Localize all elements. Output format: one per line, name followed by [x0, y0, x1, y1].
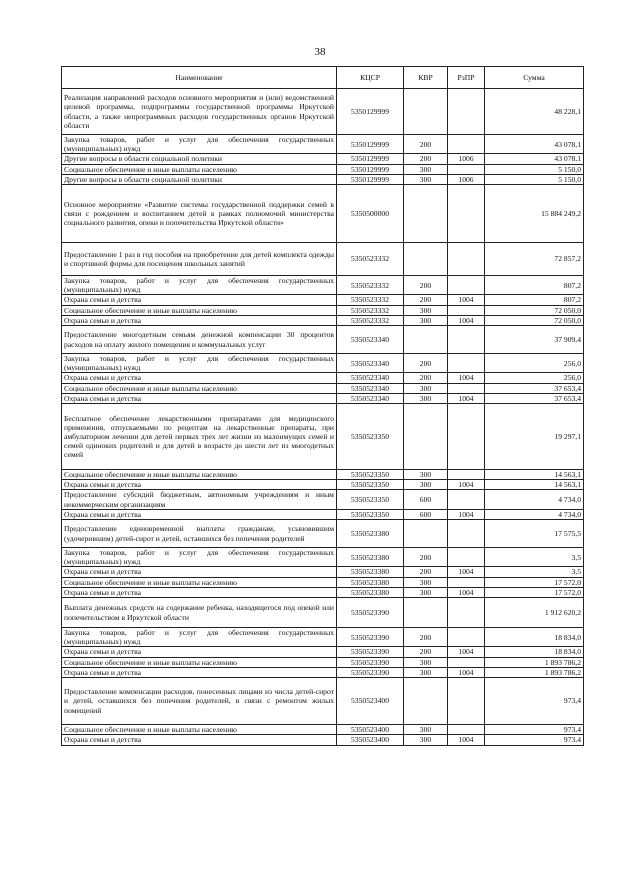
cell-kcsr: 5350523340: [337, 383, 404, 393]
table-row: [62, 383, 584, 393]
header-kvr: КВР: [404, 67, 448, 89]
table-row: [62, 725, 584, 735]
table-row: [62, 735, 584, 745]
cell-kvr: [404, 678, 448, 725]
cell-sum: 17 572,0: [485, 577, 584, 587]
cell-name: Охрана семьи и детства: [62, 509, 337, 519]
cell-name: Охрана семьи и детства: [62, 315, 337, 325]
table-row: [62, 567, 584, 577]
cell-rzpr: 1006: [448, 174, 485, 184]
cell-rzpr: 1004: [448, 647, 485, 657]
cell-kcsr: 5350523390: [337, 667, 404, 677]
cell-name: Социальное обеспечение и иные выплаты населению: [62, 725, 337, 735]
cell-rzpr: 1004: [448, 393, 485, 403]
cell-kvr: 600: [404, 509, 448, 519]
cell-rzpr: [448, 185, 485, 243]
cell-name: Охрана семьи и детства: [62, 735, 337, 745]
cell-name: Другие вопросы в области социальной политики: [62, 174, 337, 184]
cell-name: Выплата денежных средств на содержание ребенка, находящегося под опекой или попечительством в Иркутской области: [62, 598, 337, 628]
cell-kcsr: 5350523380: [337, 567, 404, 577]
cell-rzpr: [448, 577, 485, 587]
cell-sum: 72 857,2: [485, 243, 584, 276]
cell-name: Предоставление субсидий бюджетным, автономным учреждениям и иным некоммерческим организациям: [62, 490, 337, 509]
cell-kcsr: 5350523340: [337, 373, 404, 383]
cell-kcsr: 5350523390: [337, 647, 404, 657]
cell-sum: 18 834,0: [485, 647, 584, 657]
cell-kvr: 300: [404, 480, 448, 490]
cell-sum: 807,2: [485, 295, 584, 305]
cell-kvr: 300: [404, 735, 448, 745]
cell-kcsr: 5350523400: [337, 678, 404, 725]
cell-rzpr: 1006: [448, 154, 485, 164]
cell-name: Социальное обеспечение и иные выплаты населению: [62, 305, 337, 315]
cell-sum: 17 572,0: [485, 587, 584, 597]
cell-rzpr: [448, 89, 485, 135]
cell-kvr: 300: [404, 393, 448, 403]
cell-kvr: [404, 404, 448, 470]
cell-kcsr: 5350523400: [337, 725, 404, 735]
table-row: [62, 305, 584, 315]
cell-kvr: 200: [404, 276, 448, 295]
cell-kcsr: 5350129999: [337, 164, 404, 174]
cell-name: Предоставление единовременной выплаты гражданам, усыновившим (удочерившим) детей-сирот и детей, оставшихся без попечения родителей: [62, 520, 337, 548]
cell-rzpr: 1004: [448, 667, 485, 677]
cell-sum: 19 297,1: [485, 404, 584, 470]
cell-name: Охрана семьи и детства: [62, 373, 337, 383]
cell-kvr: 600: [404, 490, 448, 509]
cell-name: Закупка товаров, работ и услуг для обеспечения государственных (муниципальных) нужд: [62, 135, 337, 154]
header-sum: Сумма: [485, 67, 584, 89]
cell-kvr: 200: [404, 567, 448, 577]
table-body: [62, 89, 584, 746]
table-row: [62, 520, 584, 548]
cell-rzpr: [448, 404, 485, 470]
cell-sum: 256,0: [485, 354, 584, 373]
cell-sum: 15 884 249,2: [485, 185, 584, 243]
cell-rzpr: [448, 135, 485, 154]
cell-name: Охрана семьи и детства: [62, 647, 337, 657]
cell-kvr: 200: [404, 373, 448, 383]
cell-rzpr: [448, 354, 485, 373]
cell-kcsr: 5350129999: [337, 89, 404, 135]
cell-sum: 72 050,0: [485, 305, 584, 315]
table-row: [62, 243, 584, 276]
cell-kcsr: 5350523340: [337, 393, 404, 403]
table-row: [62, 373, 584, 383]
cell-sum: 14 563,1: [485, 480, 584, 490]
cell-kvr: 300: [404, 305, 448, 315]
cell-kcsr: 5350523350: [337, 404, 404, 470]
cell-rzpr: [448, 305, 485, 315]
cell-kvr: 200: [404, 154, 448, 164]
cell-sum: 17 575,5: [485, 520, 584, 548]
cell-kvr: 200: [404, 354, 448, 373]
cell-rzpr: [448, 520, 485, 548]
cell-sum: 4 734,0: [485, 509, 584, 519]
cell-name: Социальное обеспечение и иные выплаты населению: [62, 383, 337, 393]
cell-rzpr: [448, 276, 485, 295]
table-row: [62, 647, 584, 657]
cell-rzpr: [448, 490, 485, 509]
cell-name: Охрана семьи и детства: [62, 567, 337, 577]
cell-kcsr: 5350523350: [337, 480, 404, 490]
table-row: [62, 393, 584, 403]
cell-kcsr: 5350523400: [337, 735, 404, 745]
cell-sum: 256,0: [485, 373, 584, 383]
table-row: [62, 174, 584, 184]
cell-kvr: 300: [404, 315, 448, 325]
table-row: [62, 509, 584, 519]
cell-rzpr: 1004: [448, 567, 485, 577]
table-row: [62, 89, 584, 135]
cell-kcsr: 5350523380: [337, 520, 404, 548]
table-row: [62, 276, 584, 295]
cell-kcsr: 5350523390: [337, 598, 404, 628]
cell-rzpr: [448, 548, 485, 567]
cell-sum: 973,4: [485, 678, 584, 725]
table-row: [62, 587, 584, 597]
cell-name: Закупка товаров, работ и услуг для обеспечения государственных (муниципальных) нужд: [62, 628, 337, 647]
header-name: Наименование: [62, 67, 337, 89]
table-row: [62, 354, 584, 373]
cell-kcsr: 5350523390: [337, 628, 404, 647]
cell-kvr: 300: [404, 587, 448, 597]
table-row: [62, 490, 584, 509]
cell-sum: 72 050,0: [485, 315, 584, 325]
cell-kvr: 200: [404, 295, 448, 305]
cell-sum: 14 563,1: [485, 470, 584, 480]
cell-name: Охрана семьи и детства: [62, 393, 337, 403]
budget-table: [61, 66, 584, 746]
cell-kvr: [404, 243, 448, 276]
cell-kcsr: 5350523340: [337, 326, 404, 354]
cell-sum: 973,4: [485, 735, 584, 745]
cell-sum: 4 734,0: [485, 490, 584, 509]
cell-kvr: 300: [404, 164, 448, 174]
cell-kcsr: 5350523380: [337, 548, 404, 567]
cell-name: Социальное обеспечение и иные выплаты населению: [62, 577, 337, 587]
cell-rzpr: [448, 657, 485, 667]
cell-name: Предоставление 1 раз в год пособия на приобретение для детей комплекта одежды и спортивной формы для посещения школьных занятий: [62, 243, 337, 276]
cell-kvr: [404, 598, 448, 628]
cell-name: Основное мероприятие «Развитие системы государственной поддержки семей в связи с рождением и воспитанием детей в рамках полномочий министерства социального развития, опеки и попечительства Иркутской области»: [62, 185, 337, 243]
cell-rzpr: 1004: [448, 735, 485, 745]
cell-kcsr: 5350523332: [337, 276, 404, 295]
table-row: [62, 135, 584, 154]
table-row: [62, 185, 584, 243]
cell-kcsr: 5350523332: [337, 243, 404, 276]
cell-kvr: 300: [404, 383, 448, 393]
table-row: [62, 315, 584, 325]
cell-kcsr: 5350523332: [337, 315, 404, 325]
cell-kvr: 200: [404, 135, 448, 154]
cell-kvr: 300: [404, 667, 448, 677]
table-row: [62, 657, 584, 667]
cell-kcsr: 5350129999: [337, 135, 404, 154]
cell-sum: 48 228,1: [485, 89, 584, 135]
table-row: [62, 480, 584, 490]
cell-rzpr: [448, 243, 485, 276]
cell-name: Охрана семьи и детства: [62, 480, 337, 490]
cell-sum: 973,4: [485, 725, 584, 735]
cell-name: Социальное обеспечение и иные выплаты населению: [62, 470, 337, 480]
cell-rzpr: [448, 678, 485, 725]
cell-kvr: 200: [404, 647, 448, 657]
cell-sum: 43 078,1: [485, 135, 584, 154]
table-header-row: [62, 67, 584, 89]
table-row: [62, 164, 584, 174]
cell-rzpr: 1004: [448, 480, 485, 490]
cell-kvr: 300: [404, 174, 448, 184]
table-row: [62, 628, 584, 647]
cell-kcsr: 5350523340: [337, 354, 404, 373]
cell-sum: 1 912 620,2: [485, 598, 584, 628]
page-number: 38: [314, 46, 326, 58]
cell-kcsr: 5350129999: [337, 174, 404, 184]
cell-rzpr: 1004: [448, 587, 485, 597]
cell-kvr: 300: [404, 577, 448, 587]
cell-rzpr: 1004: [448, 509, 485, 519]
cell-name: Социальное обеспечение и иные выплаты населению: [62, 164, 337, 174]
cell-kvr: [404, 185, 448, 243]
cell-kcsr: 5350523390: [337, 657, 404, 667]
table-row: [62, 470, 584, 480]
cell-kvr: 300: [404, 725, 448, 735]
cell-sum: 807,2: [485, 276, 584, 295]
cell-name: Предоставление компенсации расходов, понесенных лицами из числа детей-сирот и детей, оставшихся без попечения родителей, в связи с ремонтом жилых помещений: [62, 678, 337, 725]
cell-kcsr: 5350523332: [337, 295, 404, 305]
cell-name: Охрана семьи и детства: [62, 587, 337, 597]
cell-rzpr: [448, 628, 485, 647]
cell-kvr: 200: [404, 628, 448, 647]
cell-kcsr: 5350523380: [337, 577, 404, 587]
cell-sum: 5 150,0: [485, 174, 584, 184]
cell-sum: 37 909,4: [485, 326, 584, 354]
cell-sum: 5 150,0: [485, 164, 584, 174]
cell-sum: 1 893 786,2: [485, 657, 584, 667]
cell-name: Другие вопросы в области социальной политики: [62, 154, 337, 164]
cell-name: Охрана семьи и детства: [62, 667, 337, 677]
cell-name: Бесплатное обеспечение лекарственными препаратами для медицинского применения, отпускаемыми по рецептам на лекарственные препараты, при амбулаторном лечении для детей первых трех лет жизни из малоимущих семей и семей одиноких родителей и для детей в возрасте до шести лет из многодетных семей: [62, 404, 337, 470]
cell-name: Реализация направлений расходов основного мероприятия и (или) ведомственной целевой программы, подпрограммы государственной программы Иркутской области, а также непрограммных расходов государственных органов Иркутской области: [62, 89, 337, 135]
cell-name: Закупка товаров, работ и услуг для обеспечения государственных (муниципальных) нужд: [62, 354, 337, 373]
cell-kvr: [404, 89, 448, 135]
cell-sum: 18 834,0: [485, 628, 584, 647]
cell-rzpr: [448, 470, 485, 480]
header-kcsr: КЦСР: [337, 67, 404, 89]
table-row: [62, 667, 584, 677]
cell-kvr: 200: [404, 548, 448, 567]
cell-rzpr: [448, 383, 485, 393]
cell-name: Закупка товаров, работ и услуг для обеспечения государственных (муниципальных) нужд: [62, 548, 337, 567]
cell-rzpr: 1004: [448, 295, 485, 305]
table-row: [62, 154, 584, 164]
cell-kcsr: 5350523380: [337, 587, 404, 597]
cell-rzpr: 1004: [448, 373, 485, 383]
table-row: [62, 577, 584, 587]
cell-kcsr: 5350523332: [337, 305, 404, 315]
cell-kvr: [404, 326, 448, 354]
cell-sum: 3,5: [485, 567, 584, 577]
table-row: [62, 326, 584, 354]
cell-kcsr: 5350500000: [337, 185, 404, 243]
cell-kcsr: 5350523350: [337, 490, 404, 509]
cell-rzpr: [448, 326, 485, 354]
cell-name: Предоставление многодетным семьям денежной компенсации 30 процентов расходов на оплату жилого помещения и коммунальных услуг: [62, 326, 337, 354]
cell-rzpr: [448, 598, 485, 628]
cell-rzpr: 1004: [448, 315, 485, 325]
cell-kcsr: 5350523350: [337, 509, 404, 519]
cell-sum: 37 653,4: [485, 383, 584, 393]
cell-sum: 3,5: [485, 548, 584, 567]
cell-rzpr: [448, 164, 485, 174]
table-row: [62, 678, 584, 725]
table-row: [62, 548, 584, 567]
header-rzpr: РзПР: [448, 67, 485, 89]
cell-sum: 37 653,4: [485, 393, 584, 403]
cell-name: Охрана семьи и детства: [62, 295, 337, 305]
cell-rzpr: [448, 725, 485, 735]
cell-name: Закупка товаров, работ и услуг для обеспечения государственных (муниципальных) нужд: [62, 276, 337, 295]
cell-kcsr: 5350523350: [337, 470, 404, 480]
table-row: [62, 295, 584, 305]
cell-sum: 43 078,1: [485, 154, 584, 164]
cell-sum: 1 893 786,2: [485, 667, 584, 677]
cell-kvr: 300: [404, 657, 448, 667]
table-row: [62, 598, 584, 628]
cell-name: Социальное обеспечение и иные выплаты населению: [62, 657, 337, 667]
cell-kvr: 300: [404, 470, 448, 480]
cell-kcsr: 5350129999: [337, 154, 404, 164]
table-row: [62, 404, 584, 470]
cell-kvr: [404, 520, 448, 548]
